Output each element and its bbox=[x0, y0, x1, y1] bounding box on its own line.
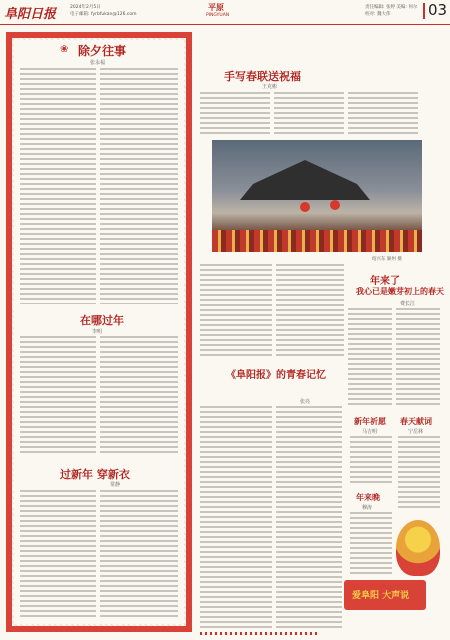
page-number: 03 bbox=[428, 1, 448, 19]
article-body bbox=[276, 264, 344, 356]
article-body bbox=[20, 336, 96, 456]
newspaper-logo: 阜阳日报 bbox=[4, 7, 57, 22]
article-body bbox=[20, 68, 96, 304]
article-body bbox=[100, 490, 178, 618]
publication-date: 2024年2月5日 bbox=[70, 5, 101, 10]
decoration-icon: ❀ bbox=[60, 44, 69, 55]
decorative-divider bbox=[200, 632, 320, 635]
section-name: 平原 bbox=[208, 3, 224, 12]
proofreader-line: 校对: 魏大伟 bbox=[365, 12, 391, 17]
poem-title: 新年祈愿 bbox=[354, 416, 386, 426]
editor-info bbox=[365, 4, 425, 18]
article-author: 李明 bbox=[92, 329, 103, 335]
article-body bbox=[348, 308, 392, 408]
poem-title: 年来晚 bbox=[356, 492, 380, 502]
poem-body bbox=[350, 512, 392, 576]
poem-author: 宁岳林 bbox=[408, 429, 424, 435]
article-title: 在哪过年 bbox=[80, 314, 124, 327]
photo-crowd bbox=[212, 230, 422, 252]
article-author: 张永福 bbox=[90, 60, 106, 66]
poem-body bbox=[350, 436, 392, 484]
article-author: 费长江 bbox=[400, 301, 416, 307]
poem-author: 穆涛 bbox=[362, 505, 373, 511]
article-body bbox=[20, 490, 96, 618]
poem-author: 马吉明 bbox=[362, 429, 378, 435]
page-number-bar bbox=[423, 3, 425, 19]
article-title: 年来了 bbox=[370, 276, 400, 287]
article-title: 过新年 穿新衣 bbox=[60, 468, 130, 481]
article-body bbox=[100, 68, 178, 304]
article-title: 《阜阳报》的青春记忆 bbox=[226, 370, 326, 381]
article-author: 常静 bbox=[110, 482, 121, 488]
photo-caption: 绍兴东 颍州 摄 bbox=[372, 257, 402, 262]
article-body bbox=[200, 406, 272, 628]
poem-title: 春天献词 bbox=[400, 416, 432, 426]
snake-mascot-icon bbox=[396, 520, 440, 576]
article-title: 除夕往事 bbox=[78, 44, 127, 58]
editor-line: 责任编辑: 张婷 美编: 何尔 bbox=[365, 5, 418, 10]
article-body bbox=[100, 336, 178, 456]
article-body bbox=[200, 92, 270, 136]
section-name-en: PINGYUAN bbox=[206, 13, 230, 18]
lantern-icon bbox=[330, 200, 340, 210]
article-body bbox=[200, 264, 272, 356]
article-title: 手写春联送祝福 bbox=[224, 70, 301, 83]
publication-email: 电子邮箱: fyrbfukan@126.com bbox=[70, 12, 137, 17]
article-subtitle: 我心已是嫩芽初上的春天 bbox=[356, 286, 444, 296]
article-body bbox=[276, 406, 342, 628]
poem-body bbox=[398, 436, 440, 510]
article-author: 张亮 bbox=[300, 399, 311, 405]
article-body bbox=[274, 92, 344, 136]
publication-info bbox=[70, 4, 160, 18]
article-author: 王克彬 bbox=[262, 84, 278, 90]
lantern-icon bbox=[300, 202, 310, 212]
article-body bbox=[348, 92, 418, 136]
article-body bbox=[396, 308, 440, 408]
slogan-banner-text: 爱阜阳 大声说 bbox=[352, 591, 410, 601]
